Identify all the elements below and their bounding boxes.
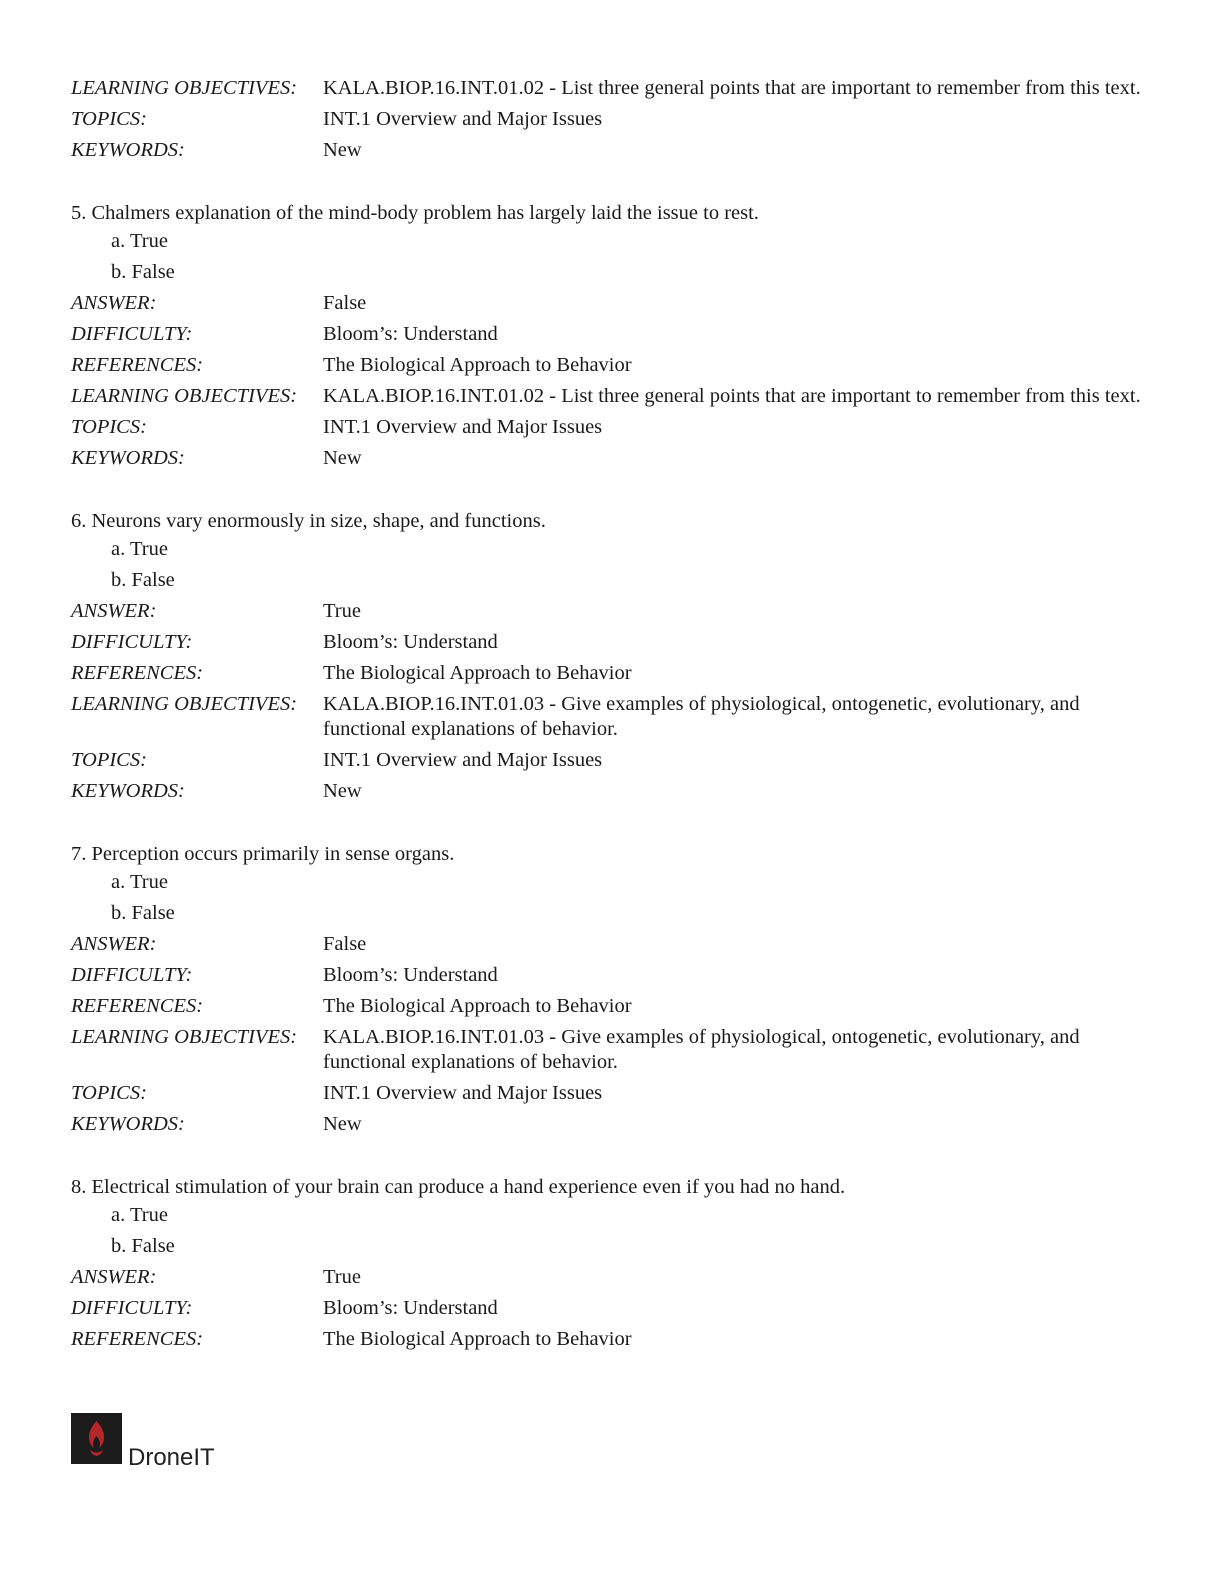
meta-row-references (71, 1327, 1146, 1352)
meta-label: TOPICS: (71, 749, 147, 771)
meta-value: New (323, 780, 362, 802)
meta-row-keywords (71, 779, 1146, 804)
meta-value: INT.1 Overview and Major Issues (323, 108, 603, 130)
red-flame-logo-icon (71, 1413, 122, 1464)
meta-value: New (323, 1113, 362, 1135)
meta-label: LEARNING OBJECTIVES: (71, 77, 298, 99)
meta-label: KEYWORDS: (71, 1113, 185, 1135)
top-meta-block (71, 76, 1146, 163)
meta-row-difficulty (71, 322, 1146, 347)
meta-value: False (323, 933, 367, 955)
question-text: 5. Chalmers explanation of the mind-body problem has largely laid the issue to rest. (71, 202, 759, 224)
meta-value: INT.1 Overview and Major Issues (323, 1082, 603, 1104)
meta-label: KEYWORDS: (71, 780, 185, 802)
meta-value: KALA.BIOP.16.INT.01.03 - Give examples of physiological, ontogenetic, evolutionary, and functional explanations of behavior. (323, 693, 1080, 740)
option-false: b. False (111, 1235, 175, 1257)
meta-label: KEYWORDS: (71, 447, 185, 469)
meta-row-learning-objectives (71, 1025, 1146, 1075)
meta-label: REFERENCES: (71, 354, 204, 376)
meta-value: New (323, 139, 362, 161)
meta-row-difficulty (71, 963, 1146, 988)
option-true: a. True (111, 538, 168, 560)
meta-value: The Biological Approach to Behavior (323, 354, 632, 376)
meta-value: KALA.BIOP.16.INT.01.03 - Give examples of physiological, ontogenetic, evolutionary, and functional explanations of behavior. (323, 1026, 1080, 1073)
meta-row-references (71, 353, 1146, 378)
meta-row-references (71, 994, 1146, 1019)
footer-logo (71, 1413, 215, 1471)
meta-row-answer (71, 599, 1146, 624)
option-true: a. True (111, 1204, 168, 1226)
meta-label: LEARNING OBJECTIVES: (71, 1026, 298, 1048)
meta-value: INT.1 Overview and Major Issues (323, 416, 603, 438)
meta-value: The Biological Approach to Behavior (323, 995, 632, 1017)
meta-value: True (323, 600, 361, 622)
meta-value: Bloom’s: Understand (323, 964, 498, 986)
meta-value: INT.1 Overview and Major Issues (323, 749, 603, 771)
meta-row-learning-objectives (71, 692, 1146, 742)
meta-label: TOPICS: (71, 416, 147, 438)
option-true: a. True (111, 871, 168, 893)
meta-label: ANSWER: (71, 600, 157, 622)
meta-row-learning-objectives (71, 384, 1146, 409)
option-false: b. False (111, 569, 175, 591)
meta-value: True (323, 1266, 361, 1288)
meta-row-difficulty (71, 630, 1146, 655)
document-page (71, 76, 1146, 1358)
meta-row-topics (71, 415, 1146, 440)
meta-value: Bloom’s: Understand (323, 631, 498, 653)
meta-label: REFERENCES: (71, 1328, 204, 1350)
option-false: b. False (111, 261, 175, 283)
meta-value: The Biological Approach to Behavior (323, 1328, 632, 1350)
meta-row-topics (71, 1081, 1146, 1106)
meta-value: False (323, 292, 367, 314)
meta-label: DIFFICULTY: (71, 323, 193, 345)
option-false: b. False (111, 902, 175, 924)
meta-row-answer (71, 291, 1146, 316)
meta-label: LEARNING OBJECTIVES: (71, 693, 298, 715)
meta-label: DIFFICULTY: (71, 1297, 193, 1319)
meta-value: Bloom’s: Understand (323, 323, 498, 345)
meta-value: KALA.BIOP.16.INT.01.02 - List three general points that are important to remember from this text. (323, 77, 1141, 99)
question-text: 6. Neurons vary enormously in size, shape, and functions. (71, 510, 546, 532)
question-text: 8. Electrical stimulation of your brain can produce a hand experience even if you had no hand. (71, 1176, 846, 1198)
meta-row-keywords (71, 446, 1146, 471)
meta-row-keywords (71, 1112, 1146, 1137)
question-7 (71, 842, 1146, 1137)
meta-label: DIFFICULTY: (71, 631, 193, 653)
meta-value: KALA.BIOP.16.INT.01.02 - List three general points that are important to remember from this text. (323, 385, 1141, 407)
meta-row-learning-objectives (71, 76, 1146, 101)
meta-row-topics (71, 107, 1146, 132)
meta-label: LEARNING OBJECTIVES: (71, 385, 298, 407)
meta-row-answer (71, 932, 1146, 957)
question-8 (71, 1175, 1146, 1352)
meta-label: TOPICS: (71, 1082, 147, 1104)
meta-value: New (323, 447, 362, 469)
logo-text: DroneIT (128, 1444, 215, 1471)
meta-row-answer (71, 1265, 1146, 1290)
question-text: 7. Perception occurs primarily in sense organs. (71, 843, 455, 865)
meta-row-difficulty (71, 1296, 1146, 1321)
meta-label: TOPICS: (71, 108, 147, 130)
meta-label: ANSWER: (71, 292, 157, 314)
option-true: a. True (111, 230, 168, 252)
meta-label: ANSWER: (71, 1266, 157, 1288)
meta-label: REFERENCES: (71, 995, 204, 1017)
meta-label: REFERENCES: (71, 662, 204, 684)
meta-label: DIFFICULTY: (71, 964, 193, 986)
meta-value: Bloom’s: Understand (323, 1297, 498, 1319)
meta-label: ANSWER: (71, 933, 157, 955)
meta-value: The Biological Approach to Behavior (323, 662, 632, 684)
question-6 (71, 509, 1146, 804)
question-5 (71, 201, 1146, 471)
meta-row-topics (71, 748, 1146, 773)
meta-label: KEYWORDS: (71, 139, 185, 161)
meta-row-references (71, 661, 1146, 686)
logo-mark (71, 1413, 122, 1464)
meta-row-keywords (71, 138, 1146, 163)
